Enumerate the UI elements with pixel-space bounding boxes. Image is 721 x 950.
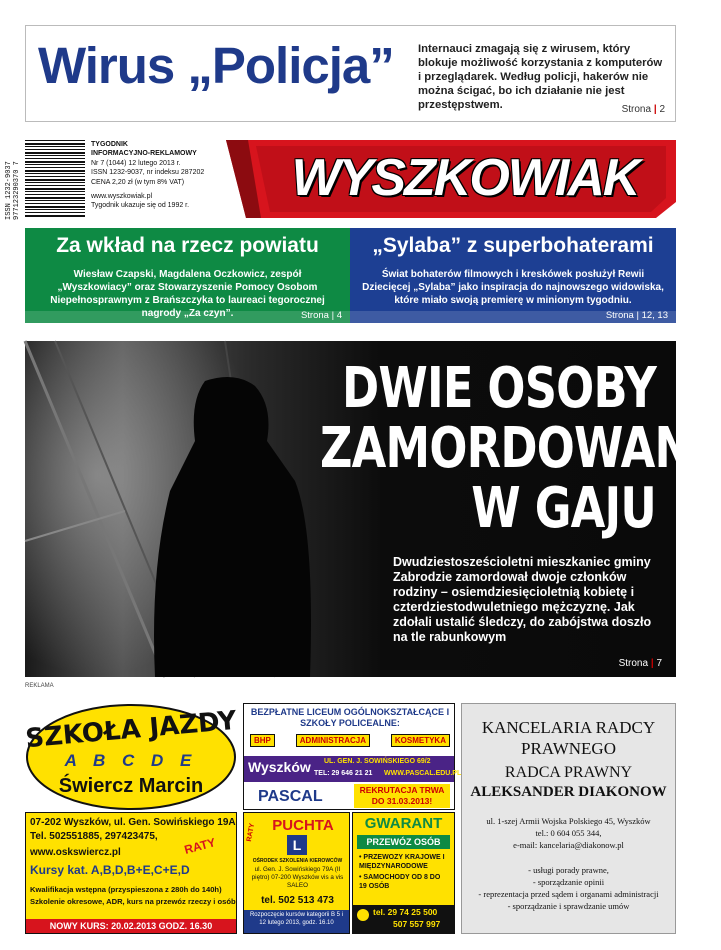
barcode-image [25,140,85,218]
main-headline [320,356,721,541]
ref-page: 7 [656,658,662,669]
info-line: CENA 2,20 zł (w tym 8% VAT) [91,178,185,186]
l-sign-icon: L [287,835,307,855]
ad-gwarant-brand: GWARANT [364,815,443,832]
feature-box-za-wklad[interactable] [25,228,350,323]
ad-kursy: Kursy kat. A,B,D,B+E,C+E,D [30,863,190,877]
item-text: SAMOCHODY OD 8 DO 19 OSÓB [359,874,441,890]
ref-page: 4 [336,310,342,321]
ad-liceum-brand: PASCAL [258,788,323,805]
ad-puchta-raty: RATY [246,822,257,843]
ad-puchta-brand: PUCHTA [272,817,334,834]
ad-www: www.oskswiercz.pl [30,847,121,858]
reklama-label: REKLAMA [25,683,54,689]
feature-title: „Sylaba” z superbohaterami [372,234,654,257]
ad-liceum-tel: TEL: 29 646 21 21 [314,770,373,777]
teaser-title: Wirus „Policja” [38,37,394,94]
hooded-figure-silhouette [145,371,315,677]
ref-label: Strona [621,104,652,115]
ad-puchta-sub: OŚRODEK SZKOLENIA KIEROWCÓW [252,858,343,864]
ref-label: Strona [605,310,634,321]
ad-liceum-rekrutacja: REKRUTACJA TRWA DO 31.03.2013! [359,785,445,806]
main-page-ref [619,658,662,669]
ad-nowy-kurs: NOWY KURS: 20.02.2013 GODZ. 16.30 [26,919,236,933]
ref-label: Strona [618,658,649,669]
phone-icon [357,909,369,921]
ad-liceum-city: Wyszków [248,759,311,775]
headline-line: DWIE OSOBY [341,356,656,421]
feature-box-sylaba[interactable] [350,228,676,323]
tag: KOSMETYKA [391,734,450,747]
ad-kancelaria[interactable] [461,703,676,934]
ad-puchta-tel: tel. 502 513 473 [261,895,334,906]
ad-gwarant[interactable] [352,812,455,934]
feature-title: Za wkład na rzecz powiatu [56,234,319,257]
ad-liceum-address: UL. GEN. J. SOWIŃSKIEGO 69/2 [324,758,431,765]
kancelaria-title2: PRAWNEGO [521,739,616,758]
tag: BHP [250,734,275,747]
service-item: - sporządzanie opinii [532,877,605,887]
info-line: Tygodnik ukazuje się od 1992 r. [91,202,190,210]
service-item: - reprezentacja przed sądem i organami administracji [478,889,659,899]
ad-address: 07-202 Wyszków, ul. Gen. Sowińskiego 19A [30,817,236,828]
info-line: Nr 7 (1044) 12 lutego 2013 r. [91,159,181,167]
ref-label: Strona [300,310,329,321]
service-item: - usługi porady prawne, [528,865,609,875]
ad-gwarant-item: • SAMOCHODY OD 8 DO 19 OSÓB [359,874,441,890]
masthead-info [91,140,241,211]
ad-szkola-owner: Świercz Marcin [58,775,204,797]
ad-szkola-jazdy-info[interactable] [25,812,237,934]
feature-text: Wiesław Czapski, Magdalena Oczkowicz, zespół „Wyszkowiacy” oraz Stowarzyszenie Pomocy Osobom Niepełnosprawnym z Brańszczyka to laureaci tegorocznej nagrody „Za czyn”. [50,269,325,319]
ad-gwarant-item: • PRZEWOZY KRAJOWE I MIĘDZYNARODOWE [359,854,445,870]
ad-puchta-address: ul. Gen. J. Sowińskiego 79A (II piętro) 07-200 Wyszków vis a vis SALEO [251,866,344,889]
kancelaria-address: ul. 1-szej Armii Wojska Polskiego 45, Wyszków [486,816,651,826]
tag: ADMINISTRACJA [296,734,370,747]
info-line: www.wyszkowiak.pl [91,193,153,201]
ref-page: 12, 13 [641,310,668,321]
kancelaria-tel: tel.: 0 604 055 344, [535,828,602,838]
headline-line: ZAMORDOWANE [320,416,721,481]
ref-separator: | [653,104,657,115]
ad-gwarant-sub: PRZEWÓZ OSÓB [357,835,450,849]
ad-kwalifikacja: Kwalifikacja wstępna (przyspieszona z 280h do 140h) [30,885,222,894]
main-story[interactable] [25,341,721,677]
masthead-logo[interactable]: WYSZKOWIAK [291,149,639,207]
info-line: TYGODNIK [91,141,128,148]
teaser-box[interactable] [25,25,676,122]
ad-szkola-title: SZKOŁA JAZDY [24,705,238,755]
service-item: - sporządzanie i sprawdzanie umów [507,901,630,911]
ad-szkolenia: Szkolenie okresowe, ADR, kurs na przewóz rzeczy i osób [30,897,236,906]
ad-szkola-jazdy-logo[interactable] [25,703,237,811]
kancelaria-sub: RADCA PRAWNY [504,764,633,781]
ad-szkola-categories: A B C D E [64,751,198,770]
ad-gwarant-tel2: 507 557 997 [393,919,441,929]
kancelaria-title1: KANCELARIA RADCY [481,718,656,737]
barcode-number: ISSN 1232-9037 977123290370 7 [5,161,21,220]
headline-line: W GAJU [471,476,656,541]
feature-page-ref: Strona | 4 [300,310,342,321]
kancelaria-services [462,864,675,912]
ad-liceum-title: BEZPŁATNE LICEUM OGÓLNOKSZTAŁCĄCE I SZKOŁY POLICEALNE: [250,707,450,728]
info-line: INFORMACYJNO-REKLAMOWY [91,150,197,158]
kancelaria-name: ALEKSANDER DIAKONOW [470,784,667,800]
ad-phone: Tel. 502551885, 297423475, [30,831,158,842]
ref-separator: | [650,658,654,669]
feature-page-ref: Strona | 12, 13 [605,310,668,321]
ad-liceum-www: WWW.PASCAL.EDU.PL [384,770,462,777]
kancelaria-email: e-mail: kancelaria@diakonow.pl [513,840,624,850]
ref-page: 2 [659,104,665,115]
ad-liceum-tags [250,734,450,747]
feature-text: Świat bohaterów filmowych i kreskówek posłużył Rewii Dziecięcej „Sylaba” jako inspiracja do najnowszego widowiska, które miało swoją premierę w minionym tygodniu. [362,269,664,306]
main-lead: Dwudziestosześcioletni mieszkaniec gminy Zabrodzie zamordował dwoje członków rodziny – osiemdziesięcioletnią kobietę i czterdziestodwuletniego mężczyznę. Jak zdołali ustalić śledczy, do zabójstwa doszło na tle rabunkowym [393,555,652,644]
item-text: PRZEWOZY KRAJOWE I MIĘDZYNARODOWE [359,854,445,870]
info-line: ISSN 1232-9037, nr indeksu 287202 [91,169,205,177]
ad-gwarant-tel1: tel. 29 74 25 500 [373,907,438,917]
ad-raty: RATY [182,835,218,857]
teaser-page-ref [622,104,665,115]
teaser-text: Internauci zmagają się z wirusem, który blokuje możliwość korzystania z komputerów i przeglądarek. Według policji, hakerów nie można ścigać, bo ich działanie nie jest przestępstwem. [418,43,663,111]
ad-puchta[interactable] [243,812,350,934]
ad-puchta-kursy: Rozpoczęcie kursów kategorii B 5 i 12 lutego 2013, godz. 16.10 [249,912,344,926]
ad-liceum-pascal[interactable] [243,703,462,810]
